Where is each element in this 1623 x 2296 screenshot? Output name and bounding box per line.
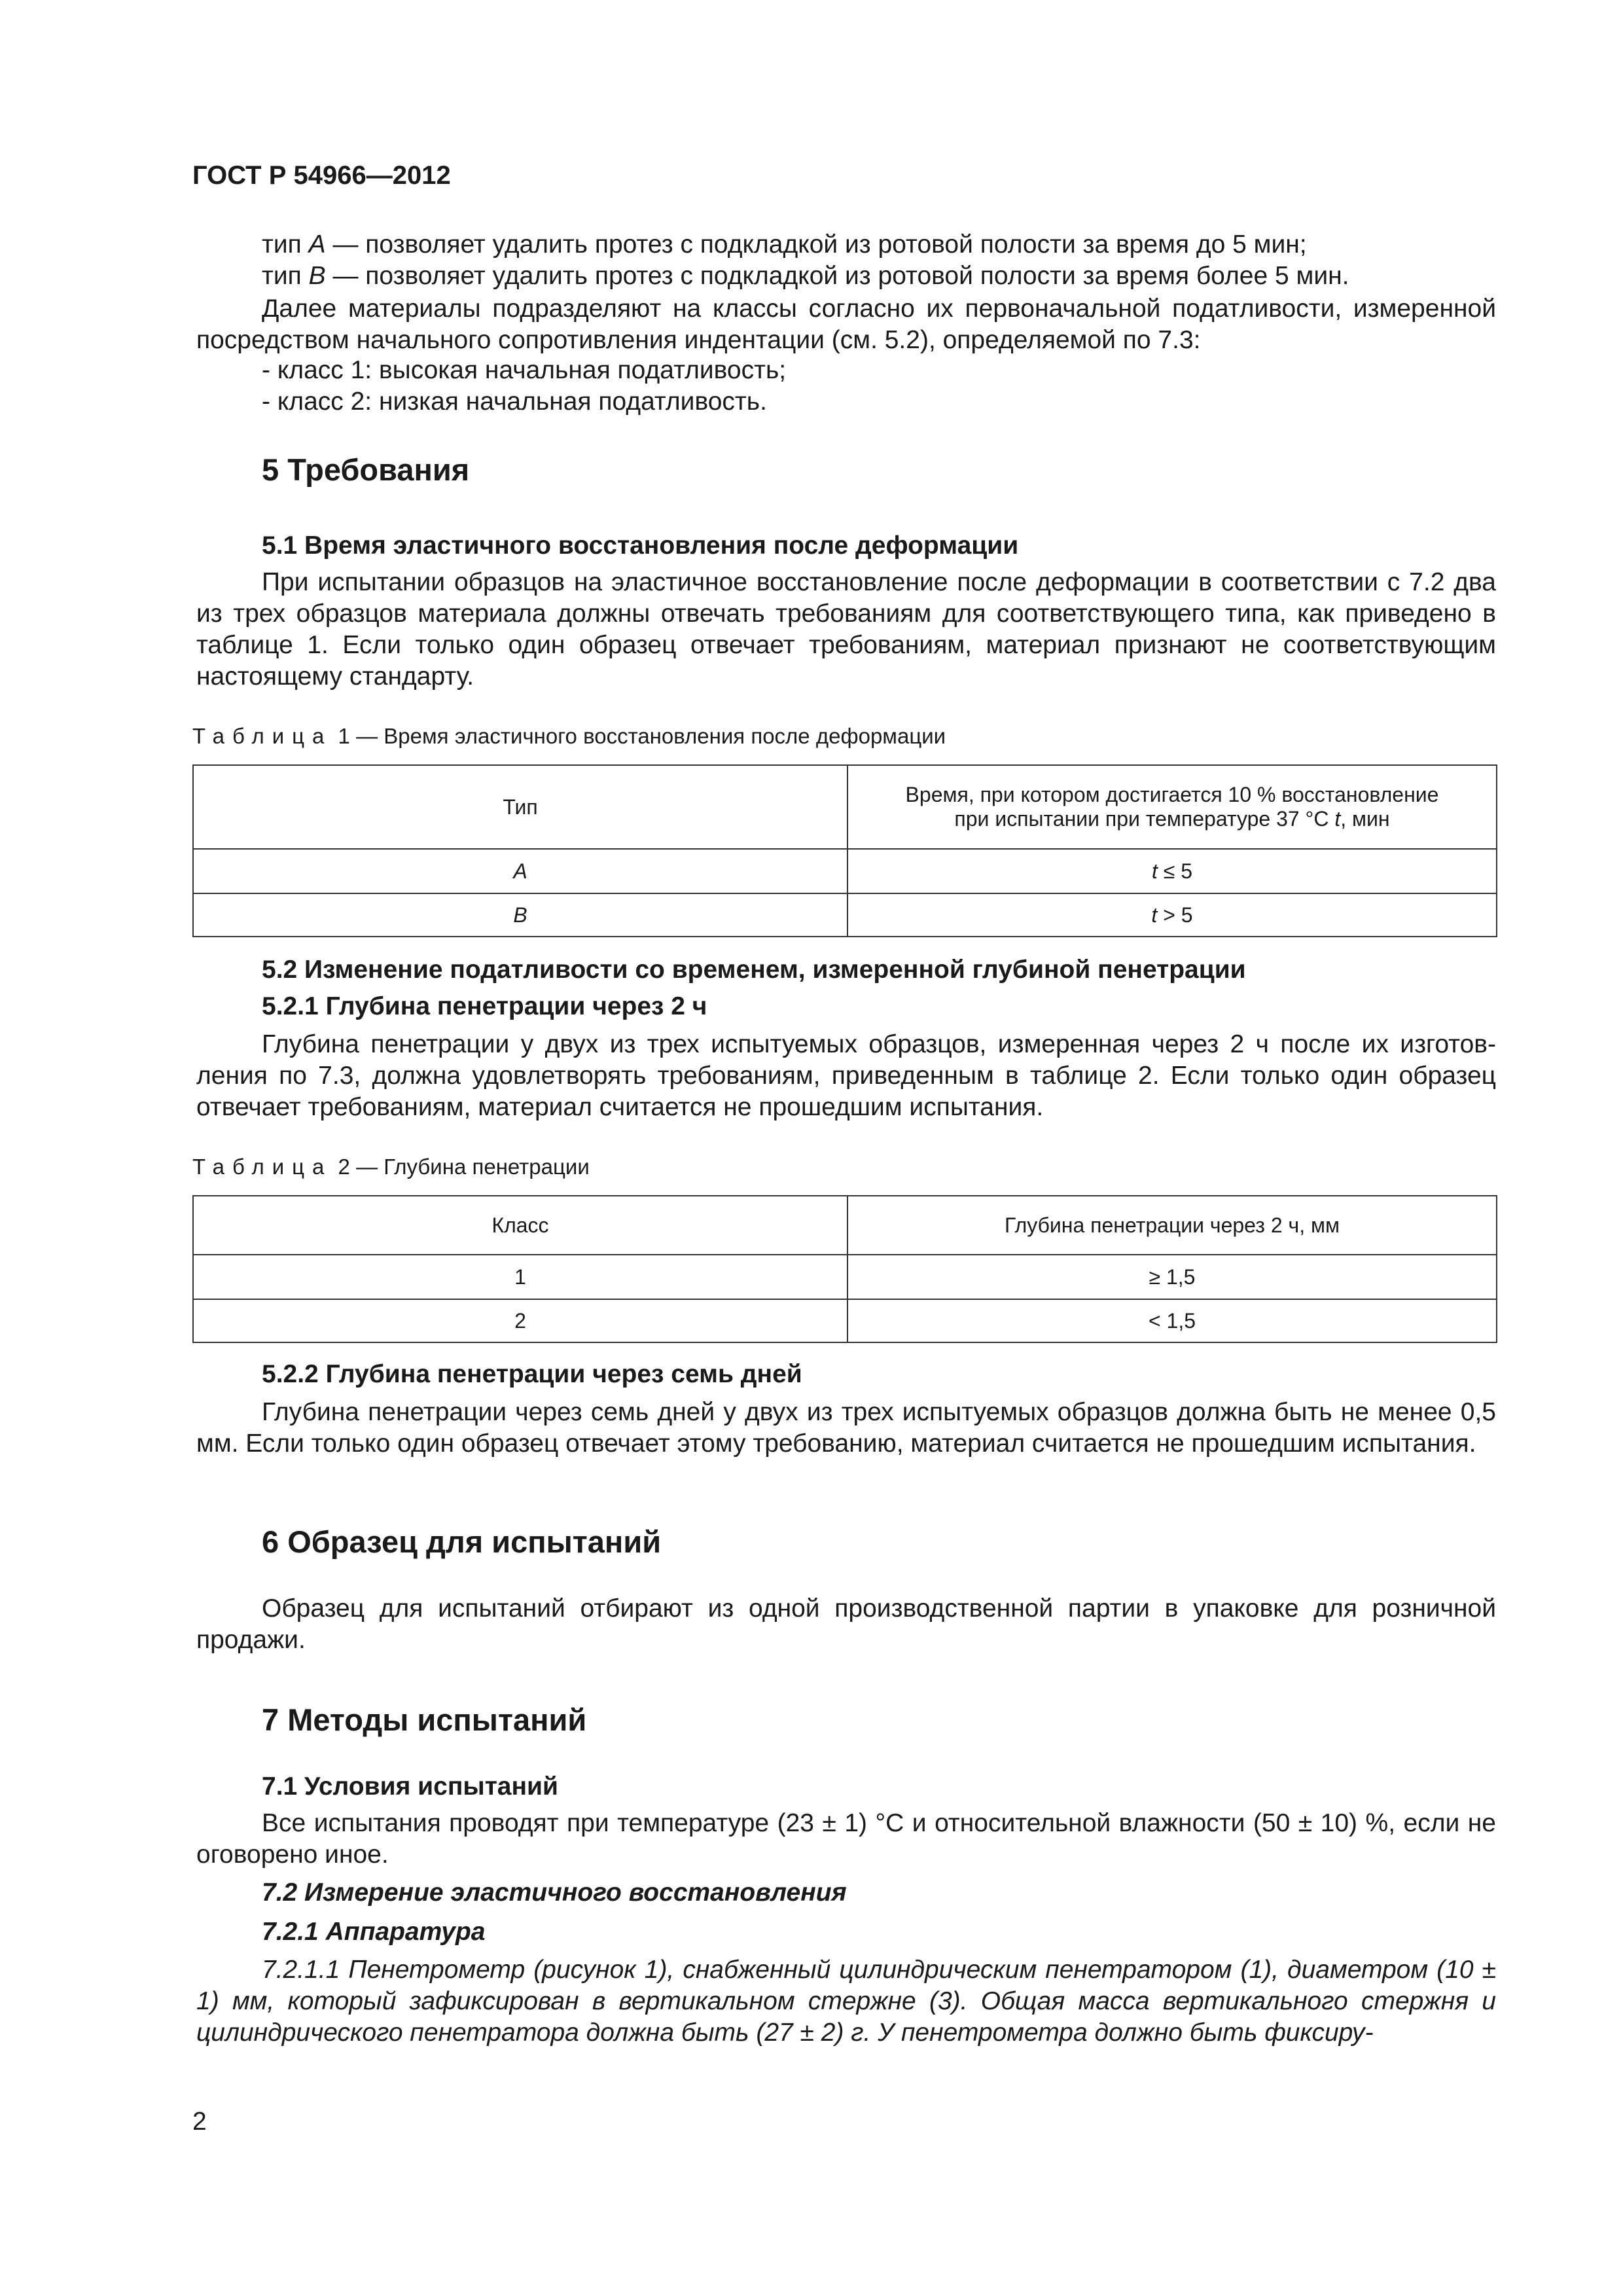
section-5-2-1-paragraph: Глубина пенетрации у двух из трех испытуемых образцов, измеренная через 2 ч после их изготовления по 7.3, должна удовлетворять требованиям, приведенным в таблице 2. Если только один образец отвечает требованиям, материал считается не прошедшим испытания.	[196, 1030, 1496, 1121]
table-1-col-type: Тип	[193, 765, 847, 849]
section-5-2-heading: 5.2 Изменение податливости со временем, измеренной глубиной пенетрации	[262, 956, 1246, 984]
section-7-2-1-heading: 7.2.1 Аппаратура	[262, 1918, 486, 1946]
table-row	[193, 893, 1497, 937]
table-2-cell-depth: < 1,5	[847, 1299, 1497, 1342]
table-1-cell-type: В	[193, 893, 847, 937]
table-1-caption	[192, 724, 946, 749]
table-1-cell-time	[847, 849, 1497, 893]
classes-paragraph: Далее материалы подразделяют на классы согласно их первоначальной податливости, измеренной посредством начального сопротивления индентации (см. 5.2), определяемой по 7.3:	[196, 295, 1496, 354]
table-2-caption-label: Таблица	[192, 1155, 332, 1179]
section-7-1-paragraph: Все испытания проводят при температуре (23 ± 1) °С и относительной влажности (50 ± 10) %, если не оговорено иное.	[196, 1809, 1496, 1869]
table-1-col-time-line2-post: , мин	[1340, 807, 1390, 831]
table-1-cell-time-var: t	[1151, 859, 1158, 883]
table-1-cell-time-var: t	[1151, 903, 1158, 927]
table-1-col-time-line2	[855, 807, 1489, 831]
table-1-col-time	[847, 765, 1497, 849]
section-5-heading: 5 Требования	[262, 452, 470, 487]
table-1-col-time-line2-pre: при испытании при температуре 37 °С	[954, 807, 1335, 831]
class-1-item: - класс 1: высокая начальная податливость;	[262, 356, 787, 384]
table-1-header-row	[193, 765, 1497, 849]
section-6-heading: 6 Образец для испытаний	[262, 1524, 662, 1559]
table-1-cell-time-cond: ≤ 5	[1157, 859, 1193, 883]
section-5-1-heading: 5.1 Время эластичного восстановления после деформации	[262, 531, 1019, 560]
table-1-cell-time	[847, 893, 1497, 937]
table-2-header-row	[193, 1196, 1497, 1255]
section-5-2-2-heading: 5.2.2 Глубина пенетрации через семь дней	[262, 1360, 802, 1388]
table-1-cell-time-cond: > 5	[1157, 903, 1193, 927]
table-2-cell-class: 1	[193, 1255, 847, 1299]
type-b-line	[262, 262, 1349, 291]
table-1-col-time-line2-var: t	[1334, 807, 1341, 831]
table-2	[192, 1195, 1497, 1343]
page-number: 2	[192, 2108, 207, 2136]
table-2-caption-text: 2 — Глубина пенетрации	[332, 1155, 590, 1179]
type-b-text: — позволяет удалить протез с подкладкой из ротовой полости за время более 5 мин.	[325, 262, 1349, 290]
section-7-1-heading: 7.1 Условия испытаний	[262, 1772, 558, 1801]
section-5-2-2-paragraph: Глубина пенетрации через семь дней у двух из трех испытуемых образцов должна быть не менее 0,5 мм. Если только один образец отвечает этому требованию, материал считается не прошедшим испытания.	[196, 1398, 1496, 1458]
type-a-text: — позволяет удалить протез с подкладкой из ротовой полости за время до 5 мин;	[325, 230, 1307, 259]
type-b-letter: В	[308, 262, 326, 290]
table-1-cell-type: А	[193, 849, 847, 893]
class-2-item: - класс 2: низкая начальная податливость.	[262, 387, 767, 416]
section-6-paragraph: Образец для испытаний отбирают из одной производственной партии в упаковке для розничной продажи.	[196, 1594, 1496, 1654]
table-2-col-class: Класс	[193, 1196, 847, 1255]
table-row	[193, 849, 1497, 893]
section-5-2-1-heading: 5.2.1 Глубина пенетрации через 2 ч	[262, 992, 707, 1020]
table-row	[193, 1299, 1497, 1342]
section-7-heading: 7 Методы испытаний	[262, 1702, 587, 1737]
table-2-caption	[192, 1155, 590, 1179]
table-2-col-depth: Глубина пенетрации через 2 ч, мм	[847, 1196, 1497, 1255]
type-a-prefix: тип	[262, 230, 309, 259]
section-7-2-1-1-paragraph: 7.2.1.1 Пенетрометр (рисунок 1), снабженный цилиндрическим пенетратором (1), диаметром (10 ± 1) мм, который зафиксирован в вертикальном стержне (3). Общая масса вертикального стержня и цилиндрического пенетратора должна быть (27 ± 2) г. У пенетрометра должно быть фиксиру-	[196, 1956, 1496, 2047]
table-2-cell-class: 2	[193, 1299, 847, 1342]
type-a-line	[262, 230, 1307, 259]
document-header: ГОСТ Р 54966—2012	[192, 161, 451, 190]
table-1	[192, 764, 1497, 937]
table-1-caption-text: 1 — Время эластичного восстановления после деформации	[332, 724, 946, 748]
section-7-2-heading: 7.2 Измерение эластичного восстановления	[262, 1878, 847, 1907]
table-1-caption-label: Таблица	[192, 724, 332, 748]
table-1-col-time-line1: Время, при котором достигается 10 % восстановление	[905, 783, 1439, 806]
section-5-1-paragraph: При испытании образцов на эластичное восстановление после деформации в соответствии с 7.2 два из трех образцов материала должны отвечать требованиям для соответствующего типа, как приведено в таблице 1. Если только один образец отвечает требованиям, материал признают не соответствующим настоящему стандарту.	[196, 568, 1496, 691]
table-2-cell-depth: ≥ 1,5	[847, 1255, 1497, 1299]
table-row	[193, 1255, 1497, 1299]
type-b-prefix: тип	[262, 262, 309, 290]
type-a-letter: А	[308, 230, 326, 259]
